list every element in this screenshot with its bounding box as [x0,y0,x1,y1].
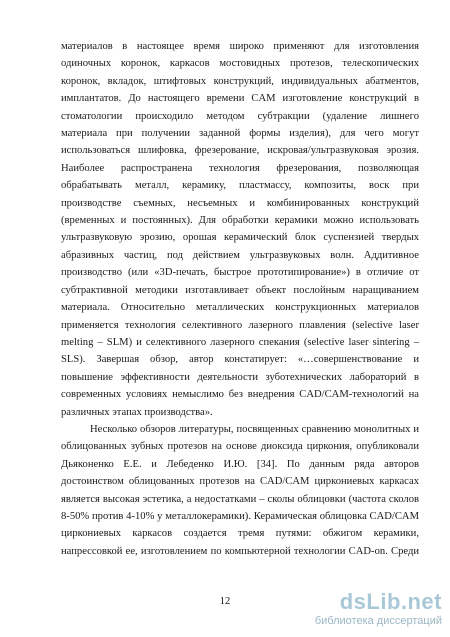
text-line: (временных и постоянных). Для обработки керамики можно использовать [61,215,419,227]
text-line: достоинством облицованных протезов на CAD/CAM циркониевых каркасах [61,476,419,488]
text-line: коронок, вкладок, штифтовых конструкций, индивидуальных абатментов, [61,75,419,87]
text-line: производстве съемных, несъемных и комбинированных конструкций [61,197,419,209]
text-line: повышение эффективности деятельности зуботехнических лабораторий в [61,371,419,383]
watermark-logo: dsLib.net [339,589,442,614]
watermark [292,589,442,631]
text-line: материалов в настоящее время широко применяют для изготовления [61,41,419,52]
text-line: имплантатов. До настоящего времени CAM изготовление конструкций в [61,93,419,105]
text-line: применяется технология селективного лазерного плавления (selective laser [61,319,419,331]
text-line: циркониевых каркасов создается тремя путями: обжигом керамики, [61,528,419,540]
text-line: различных этапах производства». [61,406,213,418]
text-line: стоматологии происходило методом субтракции (удаление лишнего [61,110,419,122]
page-number: 12 [219,596,231,607]
text-line: Наиболее распространена технология фрезерования, позволяющая [61,162,419,174]
text-line: использоваться шлифовка, фрезерование, искровая/ультразвуковая эрозия. [61,145,419,157]
text-line: обрабатывать металл, керамику, пластмассу, композиты, воск при [61,180,419,192]
text-line: материала. Относительно металлических конструкционных материалов [61,302,419,314]
text-line: абразивных частиц, под действием ультразвуковых волн. Аддитивное [61,249,419,261]
text-line: облицованных зубных протезов на основе диоксида циркония, опубликовали [61,441,419,453]
text-line: современных условиях немыслимо без внедрения CAD/CAM-технологий на [61,389,419,401]
watermark-subtitle: библиотека диссертаций [314,615,442,627]
text-line: Несколько обзоров литературы, посвященных сравнению монолитных и [90,423,419,435]
body-text [61,38,419,560]
text-line: melting – SLM) и селективного лазерного спекания (selective laser sintering – [61,336,419,348]
text-line: одиночных коронок, каркасов мостовидных протезов, телескопических [61,58,419,70]
text-line: SLS). Завершая обзор, автор констатирует: «…совершенствование и [61,354,419,366]
text-line: производство (или «3D-печать, быстрое прототипирование») в отличие от [61,267,419,279]
text-line: напрессовкой ее, изготовлением по компьютерной технологии CAD-on. Среди [61,545,419,557]
text-line: материала при получении заданной формы изделия), для чего могут [61,128,419,140]
text-line: 8-50% против 4-10% у металлокерамики). Керамическая облицовка CAD/CAM [61,510,419,522]
text-line: Дьяконенко Е.Е. и Лебеденко И.Ю. [34]. По данным ряда авторов [61,458,419,470]
text-line: является высокая эстетика, а недостатками – сколы облицовки (частота сколов [61,493,419,505]
text-line: ультразвуковую эрозию, орошая керамический блок суспензией твердых [61,232,419,244]
text-line: субтрактивной методики изготавливает объект послойным наращиванием [61,284,419,296]
